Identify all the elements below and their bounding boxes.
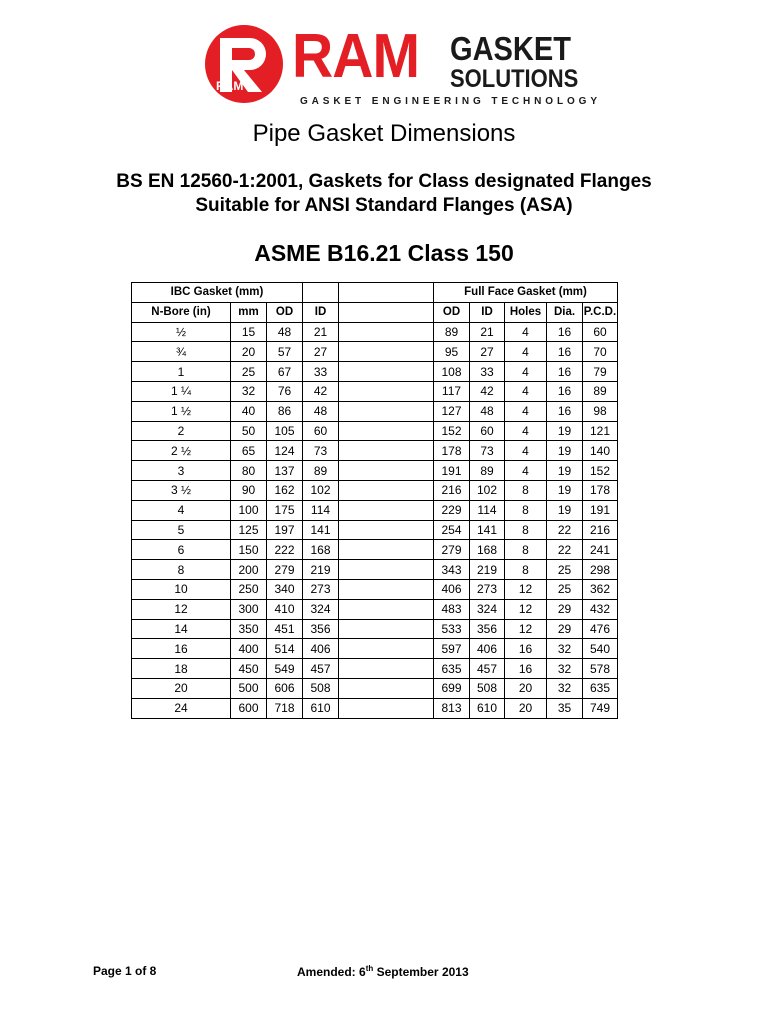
table-cell: 4 (505, 421, 547, 441)
table-cell: 95 (434, 342, 470, 362)
table-cell: 410 (267, 599, 303, 619)
table-cell: 141 (470, 520, 505, 540)
amended-date (297, 964, 469, 979)
table-row (132, 540, 618, 560)
table-cell: ¾ (132, 342, 231, 362)
table-cell: 19 (547, 480, 583, 500)
table-cell: 279 (434, 540, 470, 560)
table-row (132, 639, 618, 659)
table-cell: 98 (583, 401, 618, 421)
table-row (132, 500, 618, 520)
table-cell: 12 (505, 579, 547, 599)
table-cell: 48 (267, 322, 303, 342)
empty-cell (339, 500, 434, 520)
table-cell: 219 (303, 560, 339, 580)
table-cell: 191 (583, 500, 618, 520)
empty-cell (339, 283, 434, 303)
table-cell: 100 (231, 500, 267, 520)
table-cell: 124 (267, 441, 303, 461)
ibc-group-header: IBC Gasket (mm) (132, 283, 303, 303)
table-cell: 324 (303, 599, 339, 619)
table-cell: 450 (231, 659, 267, 679)
table-cell: 549 (267, 659, 303, 679)
table-cell: 16 (547, 381, 583, 401)
table-cell: 606 (267, 678, 303, 698)
table-cell: 250 (231, 579, 267, 599)
table-cell: 168 (303, 540, 339, 560)
table-cell: 279 (267, 560, 303, 580)
empty-cell (339, 540, 434, 560)
empty-cell (303, 283, 339, 303)
section-title: ASME B16.21 Class 150 (254, 240, 514, 266)
table-cell: 102 (470, 480, 505, 500)
table-cell: 699 (434, 678, 470, 698)
table-cell: 343 (434, 560, 470, 580)
table-cell: 32 (547, 639, 583, 659)
table-cell: 2 (132, 421, 231, 441)
table-cell: 400 (231, 639, 267, 659)
column-header: OD (434, 302, 470, 322)
table-cell: 114 (470, 500, 505, 520)
table-cell: 406 (434, 579, 470, 599)
empty-cell (339, 302, 434, 322)
table-cell: 67 (267, 362, 303, 382)
table-cell: 89 (303, 461, 339, 481)
table-cell: 175 (267, 500, 303, 520)
table-row (132, 362, 618, 382)
table-cell: 476 (583, 619, 618, 639)
table-cell: 1 ¼ (132, 381, 231, 401)
table-row (132, 461, 618, 481)
table-cell: 29 (547, 619, 583, 639)
table-cell: 125 (231, 520, 267, 540)
table-cell: 15 (231, 322, 267, 342)
table-cell: 6 (132, 540, 231, 560)
logo-line2: SOLUTIONS (450, 65, 579, 93)
table-cell: 3 ½ (132, 480, 231, 500)
table-cell: 42 (470, 381, 505, 401)
table-cell: 22 (547, 520, 583, 540)
table-cell: 362 (583, 579, 618, 599)
table-cell: 241 (583, 540, 618, 560)
table-cell: 4 (505, 381, 547, 401)
table-cell: 457 (303, 659, 339, 679)
table-cell: 16 (505, 659, 547, 679)
table-cell: 40 (231, 401, 267, 421)
table-cell: 4 (505, 401, 547, 421)
table-cell: 21 (303, 322, 339, 342)
table-cell: 105 (267, 421, 303, 441)
table-cell: 533 (434, 619, 470, 639)
table-cell: 32 (231, 381, 267, 401)
empty-cell (339, 401, 434, 421)
table-cell: 5 (132, 520, 231, 540)
table-cell: 8 (132, 560, 231, 580)
table-cell: 718 (267, 698, 303, 718)
table-cell: 8 (505, 540, 547, 560)
table-cell: 16 (547, 322, 583, 342)
table-cell: 70 (583, 342, 618, 362)
table-cell: 73 (303, 441, 339, 461)
table-cell: 191 (434, 461, 470, 481)
logo-brand: RAM (292, 22, 420, 91)
full-face-group-header: Full Face Gasket (mm) (434, 283, 618, 303)
table-row (132, 698, 618, 718)
group-header-row (132, 283, 618, 303)
table-row (132, 659, 618, 679)
table-row (132, 520, 618, 540)
column-header: Holes (505, 302, 547, 322)
table-cell: 121 (583, 421, 618, 441)
table-cell: 4 (132, 500, 231, 520)
empty-cell (339, 342, 434, 362)
table-row (132, 441, 618, 461)
table-cell: 3 (132, 461, 231, 481)
table-cell: 16 (547, 362, 583, 382)
table-row (132, 599, 618, 619)
table-cell: 508 (470, 678, 505, 698)
table-cell: 197 (267, 520, 303, 540)
table-cell: 4 (505, 441, 547, 461)
table-cell: 514 (267, 639, 303, 659)
table-cell: 22 (547, 540, 583, 560)
table-cell: 18 (132, 659, 231, 679)
table-cell: 178 (583, 480, 618, 500)
table-cell: 65 (231, 441, 267, 461)
table-cell: 25 (547, 560, 583, 580)
table-cell: 114 (303, 500, 339, 520)
table-cell: 89 (583, 381, 618, 401)
table-cell: 80 (231, 461, 267, 481)
table-cell: 20 (132, 678, 231, 698)
company-logo (204, 22, 601, 110)
table-cell: 57 (267, 342, 303, 362)
table-cell: 79 (583, 362, 618, 382)
table-cell: 508 (303, 678, 339, 698)
table-cell: 200 (231, 560, 267, 580)
table-cell: 540 (583, 639, 618, 659)
table-cell: 117 (434, 381, 470, 401)
table-cell: 356 (303, 619, 339, 639)
table-cell: 350 (231, 619, 267, 639)
table-row (132, 342, 618, 362)
table-cell: 483 (434, 599, 470, 619)
table-cell: 19 (547, 500, 583, 520)
table-cell: 254 (434, 520, 470, 540)
table-cell: 16 (505, 639, 547, 659)
subtitle-line2: Suitable for ANSI Standard Flanges (ASA) (195, 195, 573, 216)
table-cell: 298 (583, 560, 618, 580)
table-cell: 127 (434, 401, 470, 421)
table-cell: 102 (303, 480, 339, 500)
table-cell: 27 (470, 342, 505, 362)
table-cell: 32 (547, 659, 583, 679)
empty-cell (339, 461, 434, 481)
column-header-row (132, 302, 618, 322)
table-cell: 48 (470, 401, 505, 421)
table-cell: 16 (547, 342, 583, 362)
table-cell: 10 (132, 579, 231, 599)
table-cell: 137 (267, 461, 303, 481)
table-cell: 749 (583, 698, 618, 718)
table-cell: 273 (470, 579, 505, 599)
table-cell: 27 (303, 342, 339, 362)
empty-cell (339, 381, 434, 401)
table-cell: 150 (231, 540, 267, 560)
column-header: ID (470, 302, 505, 322)
table-cell: 457 (470, 659, 505, 679)
table-cell: 152 (434, 421, 470, 441)
table-cell: 432 (583, 599, 618, 619)
table-row (132, 579, 618, 599)
table-cell: 4 (505, 322, 547, 342)
empty-cell (339, 698, 434, 718)
table-row (132, 322, 618, 342)
table-cell: 48 (303, 401, 339, 421)
table-cell: 50 (231, 421, 267, 441)
table-cell: 12 (505, 599, 547, 619)
empty-cell (339, 579, 434, 599)
empty-cell (339, 599, 434, 619)
empty-cell (339, 619, 434, 639)
table-cell: 451 (267, 619, 303, 639)
table-cell: 90 (231, 480, 267, 500)
table-cell: 578 (583, 659, 618, 679)
table-cell: ½ (132, 322, 231, 342)
table-cell: 141 (303, 520, 339, 540)
table-cell: 8 (505, 480, 547, 500)
table-cell: 8 (505, 560, 547, 580)
table-cell: 635 (583, 678, 618, 698)
table-cell: 635 (434, 659, 470, 679)
table-cell: 2 ½ (132, 441, 231, 461)
table-cell: 178 (434, 441, 470, 461)
table-cell: 42 (303, 381, 339, 401)
table-cell: 406 (303, 639, 339, 659)
table-cell: 19 (547, 421, 583, 441)
empty-cell (339, 520, 434, 540)
table-cell: 500 (231, 678, 267, 698)
empty-cell (339, 362, 434, 382)
logo-line1: GASKET (450, 30, 572, 67)
table-cell: 610 (470, 698, 505, 718)
table-cell: 610 (303, 698, 339, 718)
logo-tagline: GASKET ENGINEERING TECHNOLOGY (300, 96, 601, 107)
table-cell: 273 (303, 579, 339, 599)
table-cell: 21 (470, 322, 505, 342)
table-cell: 12 (132, 599, 231, 619)
table-cell: 108 (434, 362, 470, 382)
page-title: Pipe Gasket Dimensions (252, 120, 516, 147)
empty-cell (339, 659, 434, 679)
table-row (132, 421, 618, 441)
table-cell: 229 (434, 500, 470, 520)
table-cell: 60 (303, 421, 339, 441)
empty-cell (339, 560, 434, 580)
column-header: mm (231, 302, 267, 322)
table-cell: 25 (231, 362, 267, 382)
table-cell: 152 (583, 461, 618, 481)
gasket-dimensions-table (131, 282, 618, 719)
table-cell: 16 (132, 639, 231, 659)
table-cell: 8 (505, 500, 547, 520)
table-cell: 60 (583, 322, 618, 342)
table-row (132, 480, 618, 500)
table-cell: 60 (470, 421, 505, 441)
subtitle-line1: BS EN 12560-1:2001, Gaskets for Class designated Flanges (116, 171, 652, 192)
empty-cell (339, 639, 434, 659)
table-cell: 1 (132, 362, 231, 382)
empty-cell (339, 480, 434, 500)
empty-cell (339, 322, 434, 342)
table-cell: 35 (547, 698, 583, 718)
table-cell: 300 (231, 599, 267, 619)
table-cell: 600 (231, 698, 267, 718)
column-header: ID (303, 302, 339, 322)
table-cell: 20 (231, 342, 267, 362)
table-cell: 19 (547, 461, 583, 481)
table-cell: 4 (505, 461, 547, 481)
table-cell: 33 (470, 362, 505, 382)
column-header: P.C.D. (583, 302, 618, 322)
amended-sup: th (365, 964, 374, 973)
table-cell: 813 (434, 698, 470, 718)
table-cell: 340 (267, 579, 303, 599)
table-row (132, 381, 618, 401)
table-cell: 89 (434, 322, 470, 342)
page-number: Page 1 of 8 (93, 964, 157, 978)
table-cell: 8 (505, 520, 547, 540)
table-cell: 4 (505, 362, 547, 382)
table-cell: 168 (470, 540, 505, 560)
table-cell: 76 (267, 381, 303, 401)
table-cell: 86 (267, 401, 303, 421)
table-cell: 29 (547, 599, 583, 619)
table-body (132, 283, 618, 719)
ram-logo-mark-icon (204, 24, 284, 104)
column-header: OD (267, 302, 303, 322)
table-cell: 32 (547, 678, 583, 698)
table-cell: 19 (547, 441, 583, 461)
column-header: N-Bore (in) (132, 302, 231, 322)
empty-cell (339, 441, 434, 461)
table-cell: 219 (470, 560, 505, 580)
column-header: Dia. (547, 302, 583, 322)
table-cell: 33 (303, 362, 339, 382)
amended-suffix: September 2013 (373, 965, 469, 979)
table-cell: 16 (547, 401, 583, 421)
table-row (132, 401, 618, 421)
table-cell: 216 (583, 520, 618, 540)
table-cell: 216 (434, 480, 470, 500)
logo-badge-text: RAM (216, 79, 244, 93)
table-cell: 20 (505, 678, 547, 698)
table-cell: 597 (434, 639, 470, 659)
table-cell: 14 (132, 619, 231, 639)
empty-cell (339, 678, 434, 698)
table-row (132, 619, 618, 639)
table-cell: 12 (505, 619, 547, 639)
table-row (132, 560, 618, 580)
table-cell: 1 ½ (132, 401, 231, 421)
table-cell: 356 (470, 619, 505, 639)
table-cell: 73 (470, 441, 505, 461)
table-cell: 222 (267, 540, 303, 560)
table-row (132, 678, 618, 698)
table-cell: 20 (505, 698, 547, 718)
amended-prefix: Amended: 6 (297, 965, 366, 979)
table-cell: 162 (267, 480, 303, 500)
table-cell: 406 (470, 639, 505, 659)
table-cell: 24 (132, 698, 231, 718)
table-cell: 4 (505, 342, 547, 362)
table-cell: 89 (470, 461, 505, 481)
empty-cell (339, 421, 434, 441)
table-cell: 324 (470, 599, 505, 619)
table-cell: 25 (547, 579, 583, 599)
table-cell: 140 (583, 441, 618, 461)
